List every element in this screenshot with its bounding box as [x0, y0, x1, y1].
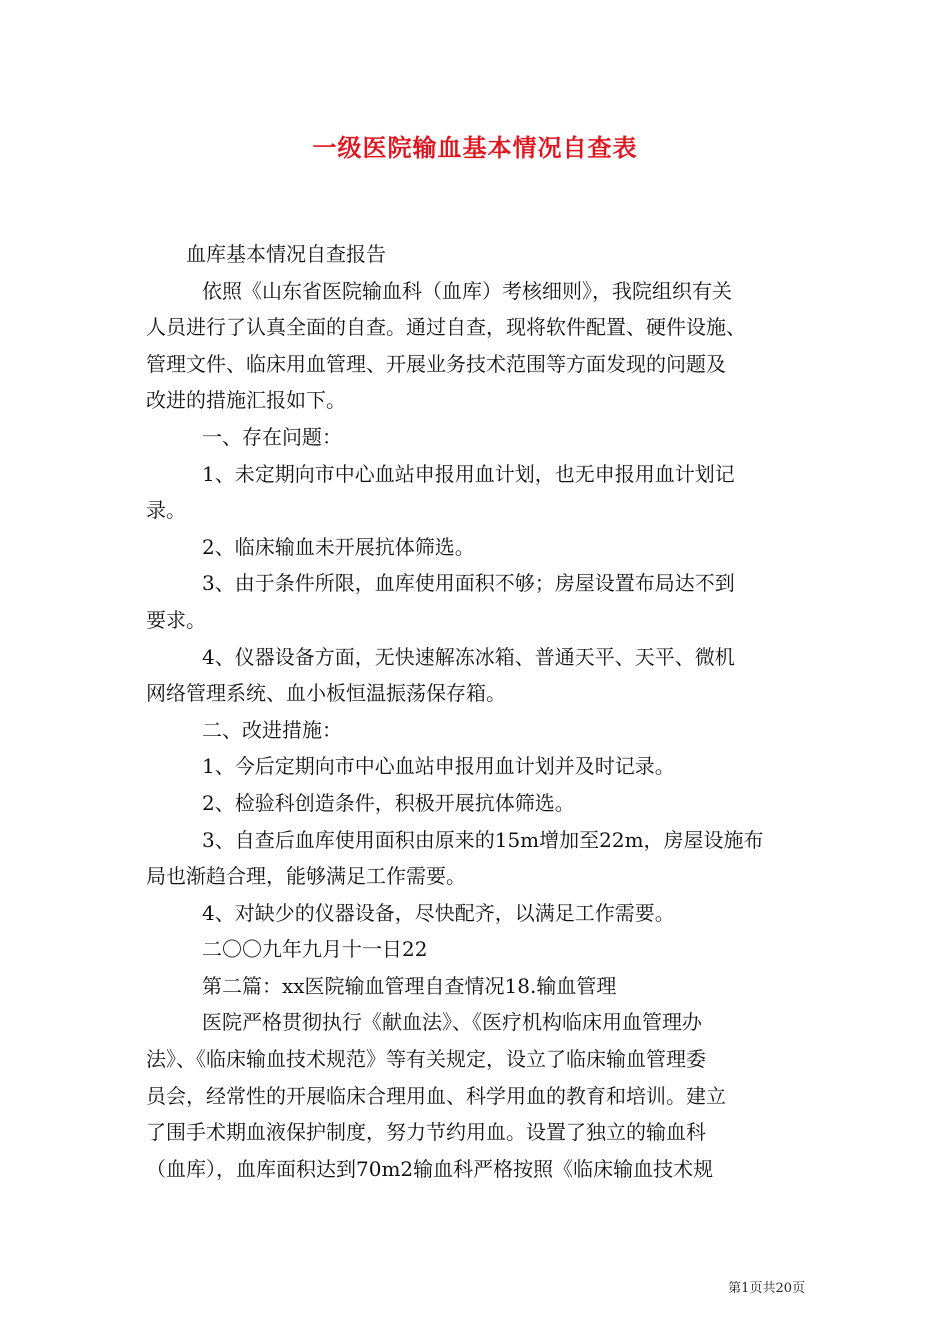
paragraph-line: 4、仪器设备方面，无快速解冻冰箱、普通天平、天平、微机	[202, 644, 735, 669]
paragraph-line: 依照《山东省医院输血科（血库）考核细则》，我院组织有关	[202, 278, 732, 303]
section-heading: 一、存在问题：	[202, 424, 342, 449]
paragraph-line: 改进的措施汇报如下。	[146, 388, 346, 413]
paragraph-line: 局也渐趋合理，能够满足工作需要。	[146, 864, 466, 889]
paragraph-line: 1、今后定期向市中心血站申报用血计划并及时记录。	[202, 754, 675, 779]
paragraph-line: 法》、《临床输血技术规范》等有关规定，设立了临床输血管理委	[146, 1047, 706, 1072]
paragraph-line: 了围手术期血液保护制度，努力节约用血。设置了独立的输血科	[146, 1120, 706, 1145]
paragraph-line: 网络管理系统、血小板恒温振荡保存箱。	[146, 681, 506, 706]
page-number: 第1页共20页	[728, 1281, 805, 1296]
document-body	[146, 236, 816, 1187]
paragraph-line: 3、由于条件所限，血库使用面积不够；房屋设置布局达不到	[202, 571, 735, 596]
paragraph-line: 员会，经常性的开展临床合理用血、科学用血的教育和培训。建立	[146, 1083, 726, 1108]
date-line: 二〇〇九年九月十一日22	[202, 937, 428, 962]
paragraph-line: 管理文件、临床用血管理、开展业务技术范围等方面发现的问题及	[146, 351, 726, 376]
paragraph-line: 4、对缺少的仪器设备，尽快配齐，以满足工作需要。	[202, 900, 675, 925]
section-heading: 二、改进措施：	[202, 717, 342, 742]
document-title: 一级医院输血基本情况自查表	[312, 133, 638, 162]
paragraph-line: 2、检验科创造条件，积极开展抗体筛选。	[202, 790, 575, 815]
paragraph-line: 要求。	[146, 607, 206, 632]
paragraph-line: 1、未定期向市中心血站申报用血计划，也无申报用血计划记	[202, 461, 735, 486]
paragraph-line: 医院严格贯彻执行《献血法》、《医疗机构临床用血管理办	[202, 1010, 702, 1035]
paragraph-line: 3、自查后血库使用面积由原来的15m增加至22m，房屋设施布	[202, 827, 764, 852]
paragraph-line: （血库），血库面积达到70m2输血科严格按照《临床输血技术规	[146, 1156, 714, 1181]
paragraph-line: 人员进行了认真全面的自查。通过自查，现将软件配置、硬件设施、	[146, 315, 746, 340]
paragraph-line: 2、临床输血未开展抗体筛选。	[202, 534, 475, 559]
section-heading: 第二篇：xx医院输血管理自查情况18.输血管理	[202, 973, 617, 998]
paragraph-line: 录。	[146, 498, 186, 523]
paragraph-heading: 血库基本情况自查报告	[186, 242, 386, 266]
